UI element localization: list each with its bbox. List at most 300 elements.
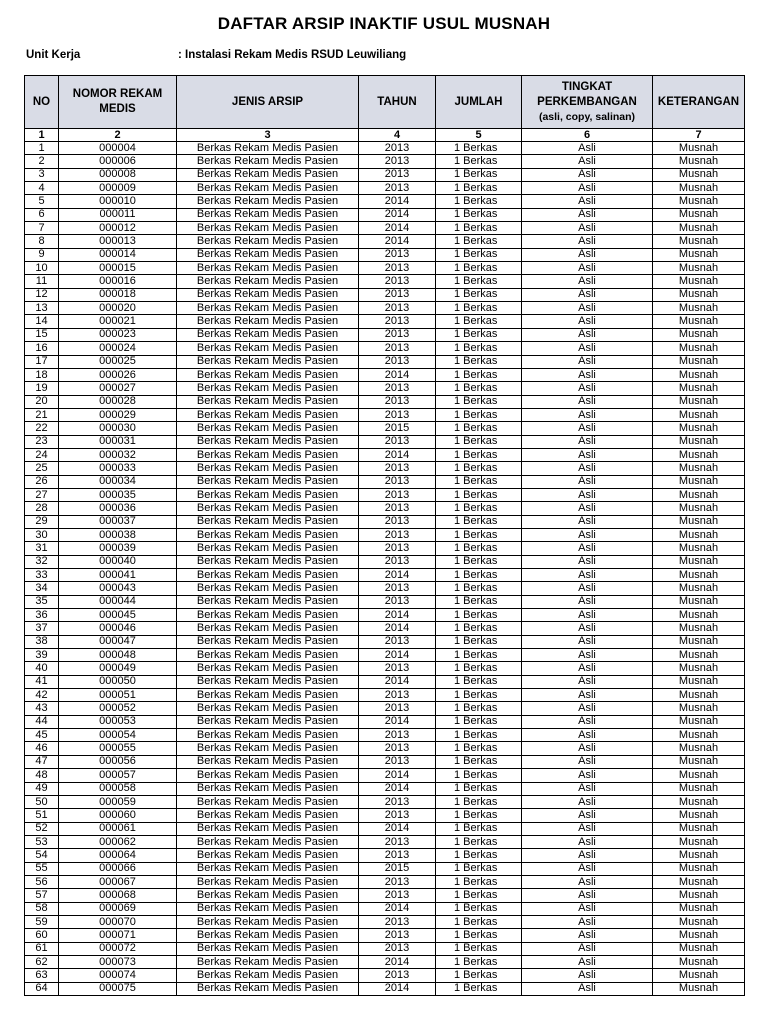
cell-jenis-arsip: Berkas Rekam Medis Pasien <box>177 635 359 648</box>
cell-no: 21 <box>25 408 59 421</box>
cell-nomor-rekam-medis: 000008 <box>59 168 177 181</box>
cell-keterangan: Musnah <box>653 795 745 808</box>
cell-jumlah: 1 Berkas <box>436 302 522 315</box>
table-row <box>25 328 745 341</box>
cell-tahun: 2014 <box>359 822 436 835</box>
cell-keterangan: Musnah <box>653 755 745 768</box>
cell-tingkat: Asli <box>522 235 653 248</box>
cell-jenis-arsip: Berkas Rekam Medis Pasien <box>177 355 359 368</box>
cell-tingkat: Asli <box>522 182 653 195</box>
cell-jenis-arsip: Berkas Rekam Medis Pasien <box>177 368 359 381</box>
cell-nomor-rekam-medis: 000067 <box>59 875 177 888</box>
cell-jenis-arsip: Berkas Rekam Medis Pasien <box>177 542 359 555</box>
cell-no: 61 <box>25 942 59 955</box>
cell-jumlah: 1 Berkas <box>436 222 522 235</box>
cell-tingkat: Asli <box>522 635 653 648</box>
cell-keterangan: Musnah <box>653 982 745 995</box>
cell-tingkat: Asli <box>522 368 653 381</box>
cell-tahun: 2013 <box>359 702 436 715</box>
cell-jumlah: 1 Berkas <box>436 502 522 515</box>
cell-keterangan: Musnah <box>653 835 745 848</box>
table-row <box>25 248 745 261</box>
table-body <box>25 142 745 996</box>
cell-jenis-arsip: Berkas Rekam Medis Pasien <box>177 769 359 782</box>
cell-jenis-arsip: Berkas Rekam Medis Pasien <box>177 555 359 568</box>
cell-jumlah: 1 Berkas <box>436 315 522 328</box>
cell-tingkat: Asli <box>522 649 653 662</box>
cell-jumlah: 1 Berkas <box>436 849 522 862</box>
cell-tingkat: Asli <box>522 715 653 728</box>
cell-no: 33 <box>25 569 59 582</box>
cell-tingkat: Asli <box>522 488 653 501</box>
cell-tahun: 2013 <box>359 462 436 475</box>
cell-tahun: 2013 <box>359 182 436 195</box>
cell-tingkat: Asli <box>522 155 653 168</box>
cell-jenis-arsip: Berkas Rekam Medis Pasien <box>177 248 359 261</box>
cell-no: 28 <box>25 502 59 515</box>
cell-keterangan: Musnah <box>653 969 745 982</box>
cell-tahun: 2013 <box>359 542 436 555</box>
cell-jumlah: 1 Berkas <box>436 809 522 822</box>
cell-jumlah: 1 Berkas <box>436 355 522 368</box>
cell-no: 20 <box>25 395 59 408</box>
cell-tingkat: Asli <box>522 315 653 328</box>
cell-no: 1 <box>25 142 59 155</box>
cell-nomor-rekam-medis: 000053 <box>59 715 177 728</box>
table-row <box>25 475 745 488</box>
cell-tingkat: Asli <box>522 288 653 301</box>
cell-jenis-arsip: Berkas Rekam Medis Pasien <box>177 142 359 155</box>
cell-keterangan: Musnah <box>653 729 745 742</box>
cell-keterangan: Musnah <box>653 675 745 688</box>
cell-nomor-rekam-medis: 000023 <box>59 328 177 341</box>
cell-nomor-rekam-medis: 000060 <box>59 809 177 822</box>
cell-jumlah: 1 Berkas <box>436 342 522 355</box>
cell-jenis-arsip: Berkas Rekam Medis Pasien <box>177 675 359 688</box>
cell-jumlah: 1 Berkas <box>436 689 522 702</box>
cell-keterangan: Musnah <box>653 422 745 435</box>
cell-keterangan: Musnah <box>653 475 745 488</box>
cell-tahun: 2013 <box>359 635 436 648</box>
table-row <box>25 982 745 995</box>
cell-jenis-arsip: Berkas Rekam Medis Pasien <box>177 609 359 622</box>
cell-jumlah: 1 Berkas <box>436 782 522 795</box>
cell-jenis-arsip: Berkas Rekam Medis Pasien <box>177 302 359 315</box>
unit-kerja-label: Unit Kerja <box>26 49 81 61</box>
cell-keterangan: Musnah <box>653 955 745 968</box>
cell-keterangan: Musnah <box>653 488 745 501</box>
cell-jumlah: 1 Berkas <box>436 195 522 208</box>
cell-keterangan: Musnah <box>653 555 745 568</box>
table-row <box>25 408 745 421</box>
cell-no: 30 <box>25 528 59 541</box>
table-row <box>25 689 745 702</box>
cell-nomor-rekam-medis: 000043 <box>59 582 177 595</box>
cell-jumlah: 1 Berkas <box>436 408 522 421</box>
cell-tahun: 2013 <box>359 835 436 848</box>
cell-nomor-rekam-medis: 000011 <box>59 208 177 221</box>
cell-no: 39 <box>25 649 59 662</box>
cell-jenis-arsip: Berkas Rekam Medis Pasien <box>177 262 359 275</box>
cell-nomor-rekam-medis: 000025 <box>59 355 177 368</box>
cell-tahun: 2013 <box>359 168 436 181</box>
cell-keterangan: Musnah <box>653 875 745 888</box>
cell-tingkat: Asli <box>522 302 653 315</box>
cell-no: 42 <box>25 689 59 702</box>
cell-tahun: 2014 <box>359 769 436 782</box>
cell-jumlah: 1 Berkas <box>436 929 522 942</box>
table-row <box>25 342 745 355</box>
cell-no: 52 <box>25 822 59 835</box>
cell-no: 54 <box>25 849 59 862</box>
cell-no: 13 <box>25 302 59 315</box>
cell-keterangan: Musnah <box>653 649 745 662</box>
cell-jenis-arsip: Berkas Rekam Medis Pasien <box>177 515 359 528</box>
cell-nomor-rekam-medis: 000013 <box>59 235 177 248</box>
table-row <box>25 569 745 582</box>
cell-tahun: 2014 <box>359 569 436 582</box>
cell-no: 53 <box>25 835 59 848</box>
cell-no: 51 <box>25 809 59 822</box>
cell-jenis-arsip: Berkas Rekam Medis Pasien <box>177 742 359 755</box>
cell-keterangan: Musnah <box>653 902 745 915</box>
cell-nomor-rekam-medis: 000016 <box>59 275 177 288</box>
cell-nomor-rekam-medis: 000074 <box>59 969 177 982</box>
cell-jenis-arsip: Berkas Rekam Medis Pasien <box>177 915 359 928</box>
cell-jenis-arsip: Berkas Rekam Medis Pasien <box>177 208 359 221</box>
cell-nomor-rekam-medis: 000047 <box>59 635 177 648</box>
cell-nomor-rekam-medis: 000058 <box>59 782 177 795</box>
cell-jumlah: 1 Berkas <box>436 262 522 275</box>
cell-tingkat: Asli <box>522 755 653 768</box>
cell-tahun: 2013 <box>359 408 436 421</box>
cell-no: 24 <box>25 448 59 461</box>
cell-jenis-arsip: Berkas Rekam Medis Pasien <box>177 835 359 848</box>
table-row <box>25 782 745 795</box>
cell-tingkat: Asli <box>522 675 653 688</box>
cell-tahun: 2013 <box>359 395 436 408</box>
cell-nomor-rekam-medis: 000046 <box>59 622 177 635</box>
table-row <box>25 729 745 742</box>
cell-jenis-arsip: Berkas Rekam Medis Pasien <box>177 822 359 835</box>
cell-jumlah: 1 Berkas <box>436 275 522 288</box>
table-row <box>25 969 745 982</box>
cell-no: 26 <box>25 475 59 488</box>
cell-tahun: 2013 <box>359 342 436 355</box>
cell-jenis-arsip: Berkas Rekam Medis Pasien <box>177 569 359 582</box>
table-row <box>25 182 745 195</box>
cell-jumlah: 1 Berkas <box>436 168 522 181</box>
cell-nomor-rekam-medis: 000055 <box>59 742 177 755</box>
archive-table <box>24 75 745 996</box>
cell-tahun: 2013 <box>359 248 436 261</box>
cell-jumlah: 1 Berkas <box>436 982 522 995</box>
cell-jenis-arsip: Berkas Rekam Medis Pasien <box>177 982 359 995</box>
cell-nomor-rekam-medis: 000040 <box>59 555 177 568</box>
column-number: 5 <box>436 129 522 142</box>
cell-keterangan: Musnah <box>653 222 745 235</box>
cell-jumlah: 1 Berkas <box>436 649 522 662</box>
cell-nomor-rekam-medis: 000018 <box>59 288 177 301</box>
cell-tahun: 2013 <box>359 555 436 568</box>
cell-no: 31 <box>25 542 59 555</box>
cell-nomor-rekam-medis: 000048 <box>59 649 177 662</box>
cell-jenis-arsip: Berkas Rekam Medis Pasien <box>177 502 359 515</box>
header-tingkat-sub: (asli, copy, salinan) <box>538 110 636 123</box>
cell-keterangan: Musnah <box>653 408 745 421</box>
cell-keterangan: Musnah <box>653 395 745 408</box>
table-row <box>25 462 745 475</box>
cell-tahun: 2013 <box>359 969 436 982</box>
cell-nomor-rekam-medis: 000014 <box>59 248 177 261</box>
cell-tingkat: Asli <box>522 862 653 875</box>
cell-keterangan: Musnah <box>653 248 745 261</box>
cell-nomor-rekam-medis: 000054 <box>59 729 177 742</box>
cell-nomor-rekam-medis: 000072 <box>59 942 177 955</box>
cell-no: 38 <box>25 635 59 648</box>
cell-jumlah: 1 Berkas <box>436 662 522 675</box>
cell-nomor-rekam-medis: 000066 <box>59 862 177 875</box>
table-row <box>25 168 745 181</box>
cell-nomor-rekam-medis: 000041 <box>59 569 177 582</box>
cell-jumlah: 1 Berkas <box>436 448 522 461</box>
cell-no: 46 <box>25 742 59 755</box>
cell-nomor-rekam-medis: 000069 <box>59 902 177 915</box>
cell-no: 23 <box>25 435 59 448</box>
cell-no: 49 <box>25 782 59 795</box>
cell-jumlah: 1 Berkas <box>436 595 522 608</box>
cell-tahun: 2014 <box>359 195 436 208</box>
cell-jumlah: 1 Berkas <box>436 248 522 261</box>
cell-tahun: 2014 <box>359 955 436 968</box>
cell-keterangan: Musnah <box>653 315 745 328</box>
cell-keterangan: Musnah <box>653 769 745 782</box>
cell-no: 41 <box>25 675 59 688</box>
table-row <box>25 395 745 408</box>
cell-tingkat: Asli <box>522 782 653 795</box>
table-row <box>25 769 745 782</box>
cell-jenis-arsip: Berkas Rekam Medis Pasien <box>177 342 359 355</box>
cell-jenis-arsip: Berkas Rekam Medis Pasien <box>177 849 359 862</box>
table-row <box>25 875 745 888</box>
cell-jenis-arsip: Berkas Rekam Medis Pasien <box>177 889 359 902</box>
cell-tahun: 2013 <box>359 435 436 448</box>
cell-jenis-arsip: Berkas Rekam Medis Pasien <box>177 315 359 328</box>
cell-tahun: 2013 <box>359 755 436 768</box>
cell-tahun: 2015 <box>359 422 436 435</box>
cell-tingkat: Asli <box>522 822 653 835</box>
cell-no: 59 <box>25 915 59 928</box>
cell-jumlah: 1 Berkas <box>436 609 522 622</box>
table-row <box>25 488 745 501</box>
column-number: 7 <box>653 129 745 142</box>
cell-tahun: 2014 <box>359 235 436 248</box>
cell-jenis-arsip: Berkas Rekam Medis Pasien <box>177 649 359 662</box>
cell-jumlah: 1 Berkas <box>436 555 522 568</box>
cell-tingkat: Asli <box>522 142 653 155</box>
cell-keterangan: Musnah <box>653 155 745 168</box>
table-row <box>25 275 745 288</box>
cell-jenis-arsip: Berkas Rekam Medis Pasien <box>177 222 359 235</box>
cell-no: 17 <box>25 355 59 368</box>
cell-jenis-arsip: Berkas Rekam Medis Pasien <box>177 942 359 955</box>
cell-nomor-rekam-medis: 000073 <box>59 955 177 968</box>
table-row <box>25 715 745 728</box>
cell-tingkat: Asli <box>522 168 653 181</box>
cell-keterangan: Musnah <box>653 235 745 248</box>
cell-jumlah: 1 Berkas <box>436 795 522 808</box>
cell-tahun: 2013 <box>359 849 436 862</box>
cell-nomor-rekam-medis: 000030 <box>59 422 177 435</box>
column-number-row <box>25 129 745 142</box>
table-row <box>25 542 745 555</box>
cell-jumlah: 1 Berkas <box>436 835 522 848</box>
cell-nomor-rekam-medis: 000061 <box>59 822 177 835</box>
table-row <box>25 822 745 835</box>
table-row <box>25 582 745 595</box>
cell-nomor-rekam-medis: 000064 <box>59 849 177 862</box>
cell-no: 12 <box>25 288 59 301</box>
cell-nomor-rekam-medis: 000075 <box>59 982 177 995</box>
cell-tingkat: Asli <box>522 835 653 848</box>
cell-no: 37 <box>25 622 59 635</box>
cell-keterangan: Musnah <box>653 742 745 755</box>
cell-keterangan: Musnah <box>653 635 745 648</box>
table-row <box>25 635 745 648</box>
cell-keterangan: Musnah <box>653 689 745 702</box>
cell-jumlah: 1 Berkas <box>436 715 522 728</box>
cell-jenis-arsip: Berkas Rekam Medis Pasien <box>177 582 359 595</box>
cell-keterangan: Musnah <box>653 275 745 288</box>
cell-tahun: 2013 <box>359 262 436 275</box>
cell-keterangan: Musnah <box>653 515 745 528</box>
cell-jumlah: 1 Berkas <box>436 422 522 435</box>
cell-jenis-arsip: Berkas Rekam Medis Pasien <box>177 275 359 288</box>
cell-keterangan: Musnah <box>653 569 745 582</box>
cell-keterangan: Musnah <box>653 435 745 448</box>
cell-no: 47 <box>25 755 59 768</box>
cell-keterangan: Musnah <box>653 328 745 341</box>
table-row <box>25 849 745 862</box>
cell-nomor-rekam-medis: 000034 <box>59 475 177 488</box>
cell-tahun: 2014 <box>359 622 436 635</box>
cell-jumlah: 1 Berkas <box>436 915 522 928</box>
cell-tahun: 2014 <box>359 368 436 381</box>
cell-tingkat: Asli <box>522 528 653 541</box>
cell-jumlah: 1 Berkas <box>436 742 522 755</box>
cell-tahun: 2013 <box>359 475 436 488</box>
cell-tingkat: Asli <box>522 515 653 528</box>
cell-no: 32 <box>25 555 59 568</box>
cell-no: 27 <box>25 488 59 501</box>
cell-no: 62 <box>25 955 59 968</box>
cell-tahun: 2015 <box>359 862 436 875</box>
cell-keterangan: Musnah <box>653 702 745 715</box>
cell-keterangan: Musnah <box>653 355 745 368</box>
header-tingkat-perkembangan <box>522 76 653 129</box>
header-keterangan: KETERANGAN <box>653 76 745 129</box>
table-row <box>25 315 745 328</box>
cell-no: 57 <box>25 889 59 902</box>
cell-jenis-arsip: Berkas Rekam Medis Pasien <box>177 929 359 942</box>
cell-jumlah: 1 Berkas <box>436 515 522 528</box>
table-row <box>25 595 745 608</box>
cell-jenis-arsip: Berkas Rekam Medis Pasien <box>177 955 359 968</box>
cell-keterangan: Musnah <box>653 595 745 608</box>
cell-tahun: 2013 <box>359 915 436 928</box>
cell-tahun: 2013 <box>359 582 436 595</box>
cell-keterangan: Musnah <box>653 528 745 541</box>
cell-nomor-rekam-medis: 000010 <box>59 195 177 208</box>
cell-tingkat: Asli <box>522 208 653 221</box>
cell-tingkat: Asli <box>522 662 653 675</box>
cell-nomor-rekam-medis: 000059 <box>59 795 177 808</box>
cell-no: 35 <box>25 595 59 608</box>
cell-tingkat: Asli <box>522 195 653 208</box>
table-row <box>25 755 745 768</box>
table-row <box>25 889 745 902</box>
cell-jumlah: 1 Berkas <box>436 328 522 341</box>
cell-tingkat: Asli <box>522 328 653 341</box>
cell-no: 55 <box>25 862 59 875</box>
cell-jenis-arsip: Berkas Rekam Medis Pasien <box>177 195 359 208</box>
column-number: 3 <box>177 129 359 142</box>
cell-jenis-arsip: Berkas Rekam Medis Pasien <box>177 862 359 875</box>
cell-keterangan: Musnah <box>653 288 745 301</box>
cell-nomor-rekam-medis: 000031 <box>59 435 177 448</box>
cell-jenis-arsip: Berkas Rekam Medis Pasien <box>177 622 359 635</box>
cell-jumlah: 1 Berkas <box>436 822 522 835</box>
cell-nomor-rekam-medis: 000056 <box>59 755 177 768</box>
cell-nomor-rekam-medis: 000027 <box>59 382 177 395</box>
table-row <box>25 448 745 461</box>
cell-tingkat: Asli <box>522 769 653 782</box>
cell-keterangan: Musnah <box>653 942 745 955</box>
cell-tahun: 2014 <box>359 982 436 995</box>
cell-tahun: 2014 <box>359 715 436 728</box>
table-row <box>25 382 745 395</box>
cell-jumlah: 1 Berkas <box>436 635 522 648</box>
cell-tingkat: Asli <box>522 222 653 235</box>
cell-nomor-rekam-medis: 000004 <box>59 142 177 155</box>
table-row <box>25 155 745 168</box>
cell-jenis-arsip: Berkas Rekam Medis Pasien <box>177 689 359 702</box>
cell-keterangan: Musnah <box>653 168 745 181</box>
cell-jumlah: 1 Berkas <box>436 889 522 902</box>
cell-keterangan: Musnah <box>653 195 745 208</box>
cell-no: 4 <box>25 182 59 195</box>
cell-tahun: 2014 <box>359 208 436 221</box>
cell-no: 14 <box>25 315 59 328</box>
cell-jumlah: 1 Berkas <box>436 675 522 688</box>
cell-no: 34 <box>25 582 59 595</box>
page-title: DAFTAR ARSIP INAKTIF USUL MUSNAH <box>217 14 551 33</box>
table-row <box>25 288 745 301</box>
cell-jumlah: 1 Berkas <box>436 208 522 221</box>
header-tahun: TAHUN <box>359 76 436 129</box>
cell-tingkat: Asli <box>522 942 653 955</box>
cell-no: 10 <box>25 262 59 275</box>
cell-keterangan: Musnah <box>653 715 745 728</box>
cell-jumlah: 1 Berkas <box>436 569 522 582</box>
cell-tingkat: Asli <box>522 408 653 421</box>
table-row <box>25 195 745 208</box>
cell-tahun: 2013 <box>359 382 436 395</box>
table-row <box>25 142 745 155</box>
table-row <box>25 942 745 955</box>
cell-tingkat: Asli <box>522 462 653 475</box>
cell-jenis-arsip: Berkas Rekam Medis Pasien <box>177 395 359 408</box>
